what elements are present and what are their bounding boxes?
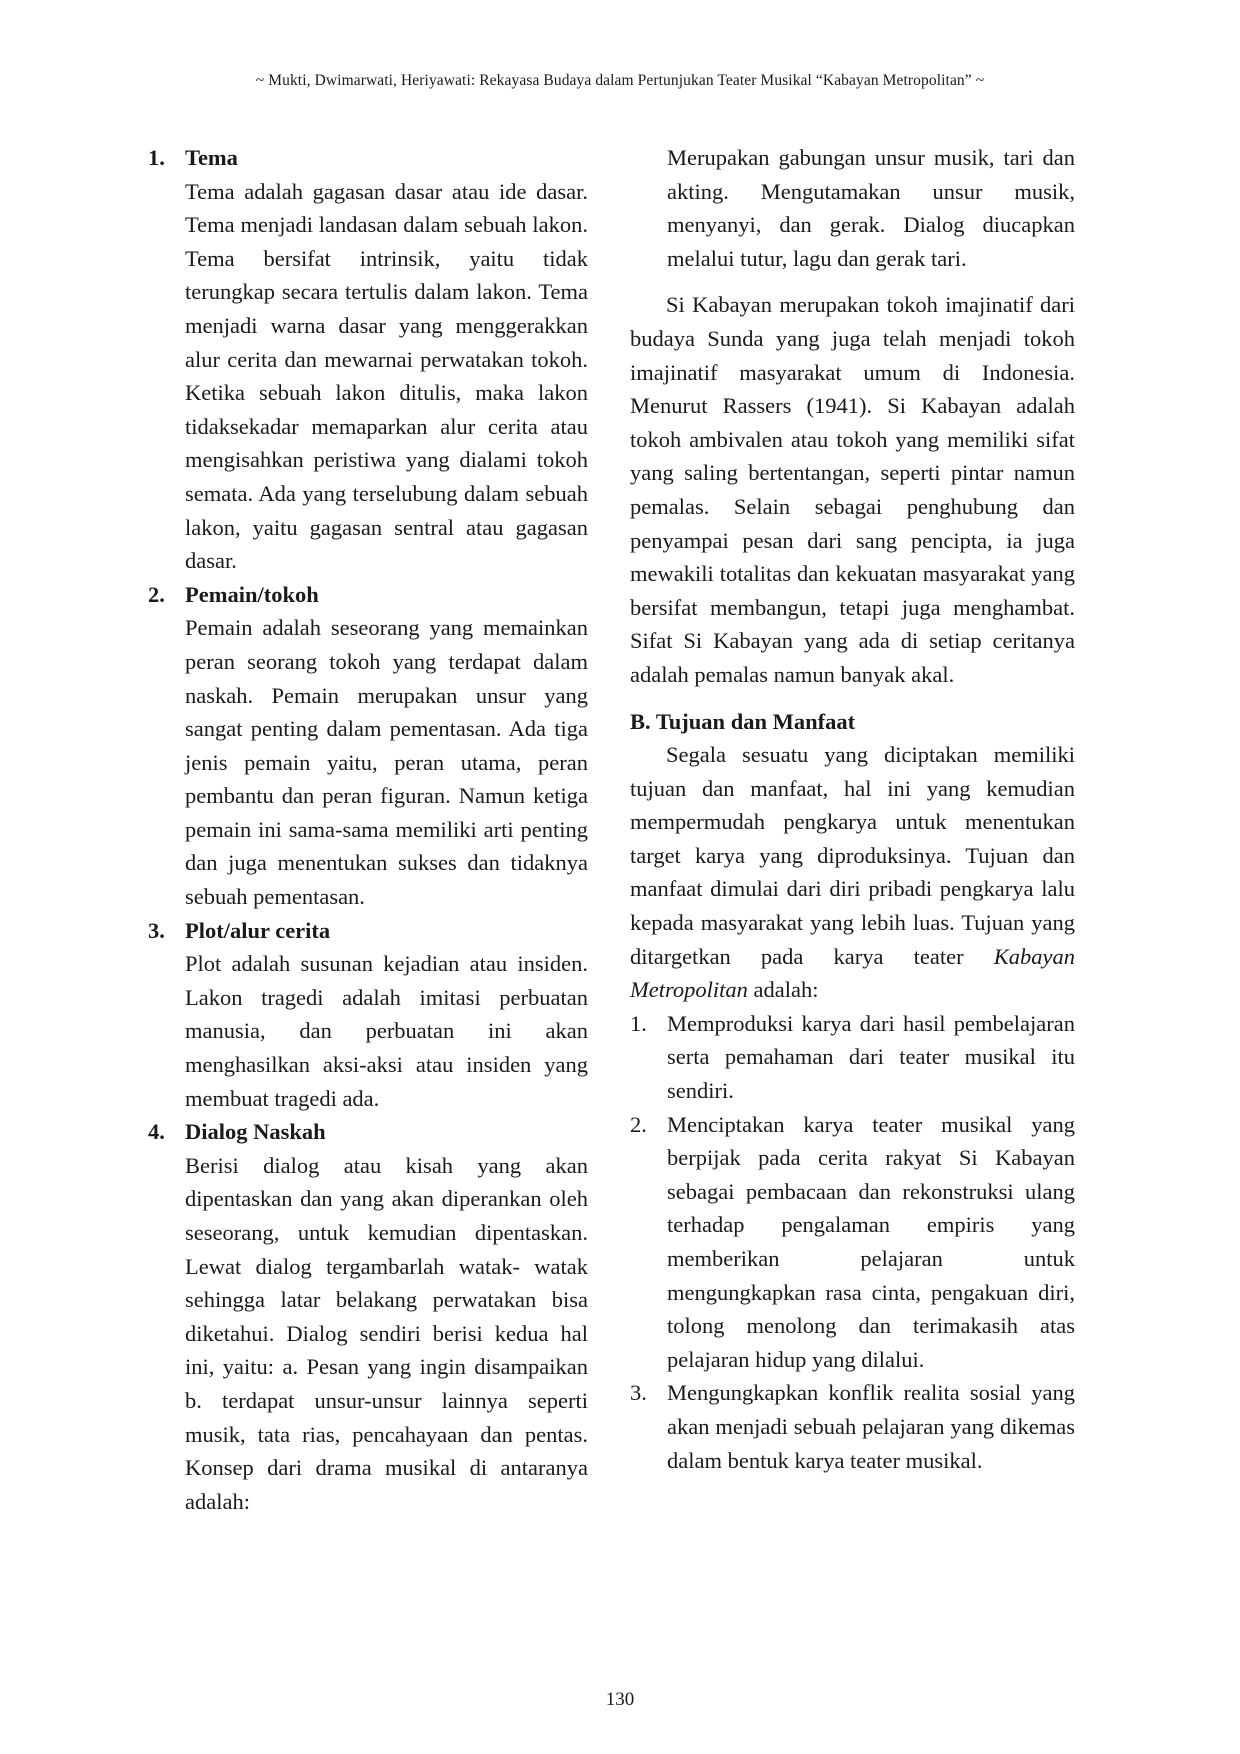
list-item-plot (148, 914, 588, 1116)
list-item-pemain (148, 578, 588, 914)
item-title: Plot/alur cerita (185, 917, 331, 943)
paragraph-goals (630, 738, 1075, 1007)
work-title: Kabayan Metropolitan (630, 943, 1075, 1003)
goal-number: 3. (630, 1380, 647, 1406)
right-column (630, 141, 1075, 1477)
item-body: Tema adalah gagasan dasar atau ide dasar. Tema menjadi landasan dalam sebuah lakon. Tema bersifat intrinsik, yaitu tidak terungkap secara tertulis dalam lakon. Tema menjadi warna dasar yang menggerakkan alur cerita dan mewarnai perwatakan tokoh. Ketika sebuah lakon ditulis, maka lakon tidaksekadar memaparkan alur cerita atau mengisahkan peristiwa yang dialami tokoh semata. Ada yang terselubung dalam sebuah lakon, yaitu gagasan sentral atau gagasan dasar. (185, 178, 588, 574)
goal-number: 2. (630, 1111, 647, 1137)
goal-text: Mengungkapkan konflik realita sosial yang akan menjadi sebuah pelajaran yang dikemas dalam bentuk karya teater musikal. (667, 1380, 1075, 1473)
paragraph-goals-text: Segala sesuatu yang diciptakan memiliki tujuan dan manfaat, hal ini yang kemudian mempermudah pengkarya untuk menentukan target karya yang diproduksinya. Tujuan dan manfaat dimulai dari diri pribadi pengkarya lalu kepada masyarakat yang lebih luas. Tujuan yang ditargetkan pada karya teater (630, 742, 1075, 969)
item-title: Dialog Naskah (185, 1119, 326, 1145)
goal-text: Memproduksi karya dari hasil pembelajaran serta pemahaman dari teater musikal itu sendiri. (667, 1010, 1075, 1104)
running-header: ~ Mukti, Dwimarwati, Heriyawati: Rekayasa Budaya dalam Pertunjukan Teater Musikal “Kabayan Metropolitan” ~ (255, 72, 985, 89)
item-title: Pemain/tokoh (185, 581, 319, 607)
item-heading (148, 578, 588, 612)
item-number: 4. (148, 1119, 165, 1145)
item-heading (148, 141, 588, 175)
continuation-text: Merupakan gabungan unsur musik, tari dan akting. Mengutamakan unsur musik, menyanyi, dan gerak. Dialog diucapkan melalui tutur, lagu dan gerak tari. (667, 145, 1075, 271)
item-number: 2. (148, 581, 165, 607)
left-column (148, 141, 588, 1518)
page-number: 130 (605, 1689, 635, 1710)
goal-item (630, 1376, 1075, 1477)
list-item-tema (148, 141, 588, 578)
section-heading: B. Tujuan dan Manfaat (630, 708, 856, 734)
paragraph-goals-end: adalah: (747, 977, 819, 1003)
goal-text: Menciptakan karya teater musikal yang berpijak pada cerita rakyat Si Kabayan sebagai pembacaan dan rekonstruksi ulang terhadap pengalaman empiris yang memberikan pelajaran untuk mengungkapkan rasa cinta, pengakuan diri, tolong menolong dan terimakasih atas pelajaran hidup yang dilalui. (667, 1111, 1075, 1372)
item-body: Pemain adalah seseorang yang memainkan peran seorang tokoh yang terdapat dalam naskah. Pemain merupakan unsur yang sangat penting dalam pementasan. Ada tiga jenis pemain yaitu, peran utama, peran pembantu dan peran figuran. Namun ketiga pemain ini sama-sama memiliki arti penting dan juga menentukan sukses dan tidaknya sebuah pementasan. (185, 615, 588, 910)
paragraph-kabayan: Si Kabayan merupakan tokoh imajinatif dari budaya Sunda yang juga telah menjadi tokoh imajinatif masyarakat umum di Indonesia. Menurut Rassers (1941). Si Kabayan adalah tokoh ambivalen atau tokoh yang memiliki sifat yang saling bertentangan, seperti pintar namun pemalas. Selain sebagai penghubung dan penyampai pesan dari sang pencipta, ia juga mewakili totalitas dan kekuatan masyarakat yang bersifat membangun, tetapi juga menghambat. Sifat Si Kabayan yang ada di setiap ceritanya adalah pemalas namun banyak akal. (630, 292, 1075, 687)
goal-item (630, 1108, 1075, 1377)
item-title: Tema (185, 145, 238, 170)
goal-number: 1. (630, 1010, 647, 1036)
list-item-dialog (148, 1115, 588, 1518)
item-body: Berisi dialog atau kisah yang akan dipentaskan dan yang akan diperankan oleh seseorang, untuk kemudian dipentaskan. Lewat dialog tergambarlah watak- watak sehingga latar belakang perwatakan bisa diketahui. Dialog sendiri berisi kedua hal ini, yaitu: a. Pesan yang ingin disampaikan b. terdapat unsur-unsur lainnya seperti musik, tata rias, pencahayaan dan pentas. Konsep dari drama musikal di antaranya adalah: (185, 1152, 588, 1514)
item-number: 1. (148, 145, 165, 170)
item-heading (148, 914, 588, 948)
item-number: 3. (148, 917, 165, 943)
item-body: Plot adalah susunan kejadian atau insiden. Lakon tragedi adalah imitasi perbuatan manusia, dan perbuatan ini akan menghasilkan aksi-aksi atau insiden yang membuat tragedi ada. (185, 951, 588, 1111)
goal-item (630, 1007, 1075, 1108)
item-heading (148, 1115, 588, 1149)
